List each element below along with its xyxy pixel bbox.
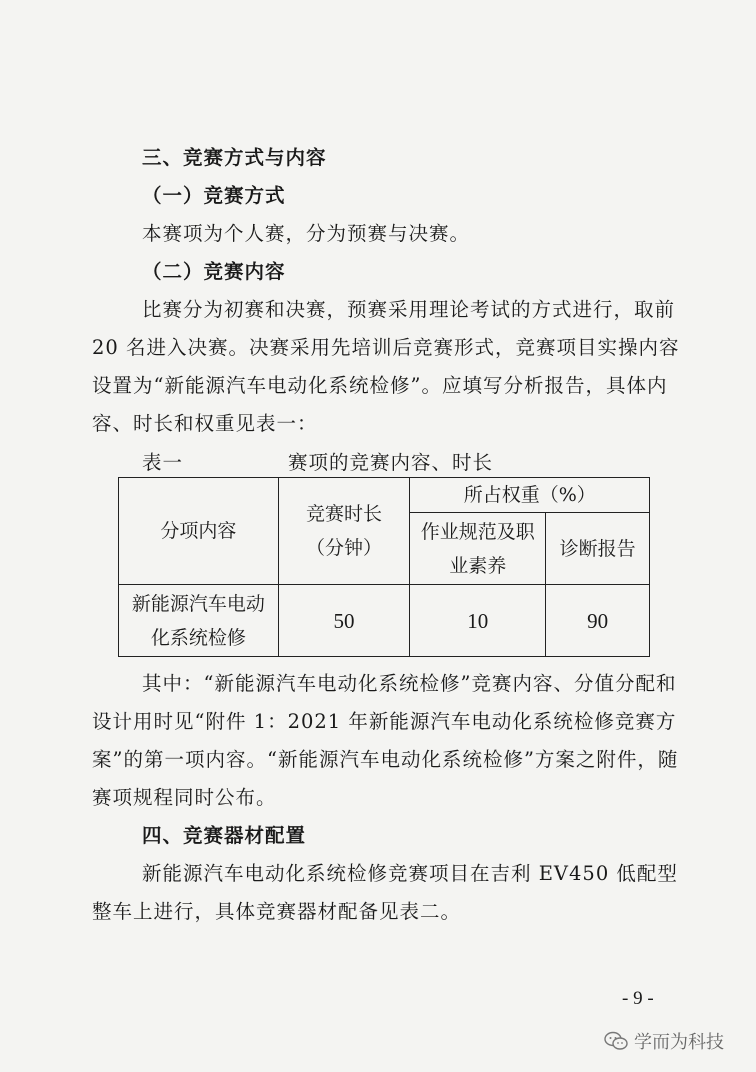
row-time: 50: [278, 585, 410, 657]
sub1-heading: （一）竞赛方式: [142, 184, 286, 207]
note-line: 赛项规程同时公布。: [92, 786, 277, 809]
header-weight-a-line: 业素养: [449, 554, 507, 577]
sub2-line: 20 名进入决赛。决赛采用先培训后竞赛形式，竞赛项目实操内容: [92, 336, 680, 359]
note-line: 其中：“新能源汽车电动化系统检修”竞赛内容、分值分配和: [142, 672, 677, 695]
row-weight-a: 10: [410, 585, 546, 657]
header-time: [278, 478, 410, 585]
section4-line: 新能源汽车电动化系统检修竞赛项目在吉利 EV450 低配型: [142, 862, 678, 885]
table-caption-title: 赛项的竞赛内容、时长: [288, 451, 494, 474]
sub2-line: 容、时长和权重见表一：: [92, 412, 318, 435]
note-line: 设计用时见“附件 1：2021 年新能源汽车电动化系统检修竞赛方: [92, 710, 677, 733]
row-item: [119, 585, 279, 657]
watermark-text: 学而为科技: [634, 1032, 724, 1053]
row-item-line: 化系统检修: [150, 626, 246, 649]
page-number: - 9 -: [622, 988, 654, 1009]
sub2-line: 比赛分为初赛和决赛，预赛采用理论考试的方式进行，取前: [142, 298, 676, 321]
note-line: 案”的第一项内容。“新能源汽车电动化系统检修”方案之附件，随: [92, 748, 679, 771]
sub2-heading: （二）竞赛内容: [142, 260, 286, 283]
header-weight-a: [410, 513, 546, 585]
sub2-line: 设置为“新能源汽车电动化系统检修”。应填写分析报告，具体内: [92, 374, 668, 397]
row-item-line: 新能源汽车电动: [131, 592, 265, 615]
watermark: [604, 1028, 724, 1054]
section4-line: 整车上进行，具体竞赛器材配备见表二。: [92, 900, 462, 923]
table-caption-label: 表一: [142, 451, 184, 474]
header-item: 分项内容: [119, 478, 279, 585]
header-time-line: 竞赛时长: [306, 503, 383, 525]
sub1-text: 本赛项为个人赛，分为预赛与决赛。: [142, 222, 471, 245]
header-weight-b: 诊断报告: [546, 513, 650, 585]
wechat-icon: [604, 1031, 628, 1051]
row-weight-b: 90: [546, 585, 650, 657]
section4-heading: 四、竞赛器材配置: [142, 824, 307, 847]
header-weight: 所占权重（%）: [410, 478, 650, 513]
score-table: [118, 477, 650, 657]
section3-heading: 三、竞赛方式与内容: [142, 146, 327, 169]
header-time-line: （分钟）: [306, 537, 383, 559]
header-weight-a-line: 作业规范及职: [420, 520, 535, 543]
